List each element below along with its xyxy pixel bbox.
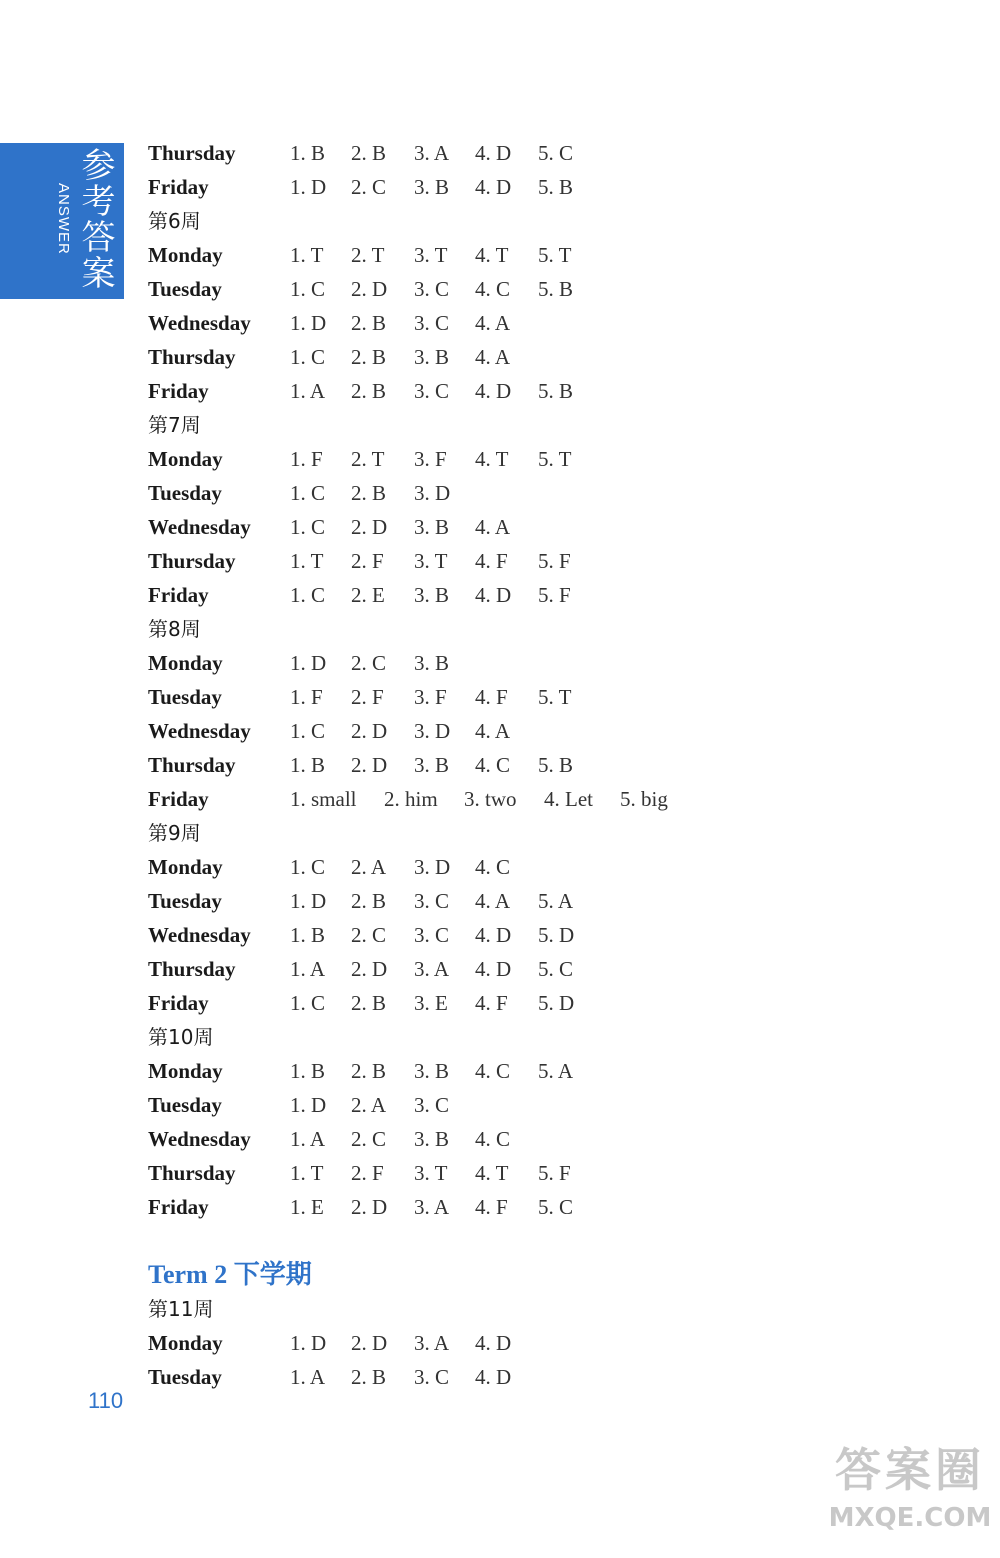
answer-item: 1. B [290, 753, 326, 777]
answer-item: 1. B [290, 923, 326, 947]
day-label: Friday [148, 175, 209, 199]
answer-item: 5. F [538, 583, 571, 607]
answer-item: 5. B [538, 753, 574, 777]
answer-item: 5. A [538, 889, 574, 913]
answer-item: 1. E [290, 1195, 324, 1219]
answer-row [148, 510, 848, 544]
day-label: Tuesday [148, 1365, 222, 1389]
answer-item: 3. B [414, 753, 450, 777]
answer-row [148, 714, 848, 748]
answer-item: 4. Let [544, 787, 593, 811]
answer-item: 5. B [538, 175, 574, 199]
day-label: Friday [148, 1195, 209, 1219]
answer-item: 2. E [351, 583, 385, 607]
answer-item: 2. B [351, 1059, 387, 1083]
answer-item: 1. C [290, 277, 326, 301]
answer-row [148, 578, 848, 612]
answer-item: 2. B [351, 141, 387, 165]
answer-item: 4. F [475, 549, 508, 573]
answer-item: 4. D [475, 957, 512, 981]
answer-item: 1. A [290, 957, 326, 981]
day-label: Monday [148, 1059, 223, 1083]
answer-item: 3. F [414, 447, 447, 471]
answer-row [148, 1326, 848, 1360]
watermark-logo: 答案圈 [835, 1443, 985, 1497]
answer-item: 3. B [414, 1127, 450, 1151]
answer-item: 2. C [351, 923, 387, 947]
answer-item: 5. D [538, 991, 575, 1015]
day-label: Tuesday [148, 685, 222, 709]
answer-item: 2. B [351, 311, 387, 335]
page-number: 110 [88, 1388, 124, 1413]
answer-item: 3. C [414, 889, 450, 913]
answer-item: 4. D [475, 583, 512, 607]
day-label: Monday [148, 1331, 223, 1355]
answer-row [148, 680, 848, 714]
answer-item: 4. C [475, 1059, 511, 1083]
answer-item: 4. D [475, 1331, 512, 1355]
answer-item: 3. C [414, 1365, 450, 1389]
answer-item: 4. C [475, 277, 511, 301]
answer-item: 3. F [414, 685, 447, 709]
answer-row [148, 1088, 848, 1122]
week-heading: 第11周 [148, 1297, 214, 1321]
answer-item: 4. C [475, 753, 511, 777]
answer-item: 1. small [290, 787, 357, 811]
answer-item: 1. C [290, 345, 326, 369]
side-tab-title: 参考答案 [75, 147, 115, 291]
answer-item: 2. B [351, 379, 387, 403]
answer-row [148, 544, 848, 578]
answer-item: 1. D [290, 175, 327, 199]
answer-item: 4. C [475, 1127, 511, 1151]
answer-item: 4. D [475, 1365, 512, 1389]
answer-item: 4. F [475, 991, 508, 1015]
day-label: Wednesday [148, 923, 251, 947]
answer-item: 1. B [290, 141, 326, 165]
answer-item: 5. C [538, 1195, 574, 1219]
answer-row [148, 306, 848, 340]
answer-row [148, 170, 848, 204]
answer-item: 5. C [538, 141, 574, 165]
answer-item: 1. A [290, 379, 326, 403]
answer-item: 4. T [475, 1161, 509, 1185]
term-heading: Term 2 下学期 [148, 1260, 312, 1289]
answer-row [148, 340, 848, 374]
day-label: Monday [148, 447, 223, 471]
answer-item: 3. B [414, 1059, 450, 1083]
answer-item: 1. D [290, 1331, 327, 1355]
answer-item: 4. F [475, 685, 508, 709]
answer-item: 3. B [414, 651, 450, 675]
day-label: Wednesday [148, 515, 251, 539]
answer-item: 1. D [290, 651, 327, 675]
answer-item: 3. B [414, 515, 450, 539]
answer-row [148, 136, 848, 170]
day-label: Thursday [148, 345, 236, 369]
answer-item: 2. F [351, 549, 384, 573]
answer-item: 2. D [351, 277, 388, 301]
week-heading: 第8周 [148, 617, 201, 641]
answer-item: 4. C [475, 855, 511, 879]
answer-item: 2. B [351, 889, 387, 913]
answer-row [148, 476, 848, 510]
week-heading: 第6周 [148, 209, 201, 233]
answer-item: 2. B [351, 481, 387, 505]
answer-item: 5. big [620, 787, 668, 811]
day-label: Thursday [148, 753, 236, 777]
day-label: Tuesday [148, 1093, 222, 1117]
day-label: Thursday [148, 957, 236, 981]
answer-row [148, 918, 848, 952]
answer-item: 2. him [384, 787, 438, 811]
answer-item: 3. D [414, 719, 451, 743]
answer-item: 5. T [538, 243, 572, 267]
answer-row [148, 442, 848, 476]
answer-item: 3. C [414, 311, 450, 335]
answer-item: 3. E [414, 991, 448, 1015]
day-label: Friday [148, 583, 209, 607]
day-label: Thursday [148, 1161, 236, 1185]
answer-item: 5. D [538, 923, 575, 947]
answer-item: 1. C [290, 481, 326, 505]
answer-item: 1. F [290, 447, 323, 471]
answer-row [148, 1156, 848, 1190]
answer-item: 2. D [351, 1331, 388, 1355]
answer-item: 1. C [290, 855, 326, 879]
day-label: Wednesday [148, 719, 251, 743]
answer-item: 1. F [290, 685, 323, 709]
answer-item: 1. D [290, 1093, 327, 1117]
answer-list [148, 136, 848, 1394]
day-label: Thursday [148, 141, 236, 165]
answer-item: 5. B [538, 379, 574, 403]
answer-item: 4. A [475, 311, 511, 335]
answer-item: 2. D [351, 515, 388, 539]
answer-item: 4. D [475, 379, 512, 403]
answer-item: 1. T [290, 1161, 324, 1185]
answer-item: 3. C [414, 277, 450, 301]
answer-item: 2. A [351, 1093, 387, 1117]
answer-item: 3. D [414, 855, 451, 879]
answer-item: 4. T [475, 243, 509, 267]
day-label: Wednesday [148, 1127, 251, 1151]
answer-row [148, 782, 848, 816]
watermark [825, 1440, 995, 1536]
answer-item: 2. T [351, 447, 385, 471]
day-label: Friday [148, 991, 209, 1015]
answer-item: 1. A [290, 1365, 326, 1389]
side-tab-subtitle: ANSWER [55, 183, 72, 255]
answer-item: 1. T [290, 549, 324, 573]
answer-item: 2. B [351, 991, 387, 1015]
answer-item: 2. D [351, 719, 388, 743]
answer-row [148, 1054, 848, 1088]
answer-item: 1. C [290, 515, 326, 539]
answer-item: 3. B [414, 175, 450, 199]
answer-item: 5. F [538, 1161, 571, 1185]
day-label: Monday [148, 855, 223, 879]
day-label: Monday [148, 651, 223, 675]
answer-item: 2. B [351, 1365, 387, 1389]
answer-item: 4. A [475, 345, 511, 369]
day-label: Monday [148, 243, 223, 267]
week-heading: 第9周 [148, 821, 201, 845]
answer-item: 3. C [414, 379, 450, 403]
answer-item: 2. C [351, 651, 387, 675]
answer-row [148, 272, 848, 306]
answer-row [148, 374, 848, 408]
day-label: Thursday [148, 549, 236, 573]
answer-item: 5. T [538, 685, 572, 709]
answer-item: 5. T [538, 447, 572, 471]
answer-row [148, 646, 848, 680]
answer-item: 2. A [351, 855, 387, 879]
answer-item: 1. B [290, 1059, 326, 1083]
answer-item: 2. F [351, 685, 384, 709]
answer-item: 2. D [351, 1195, 388, 1219]
answer-row [148, 748, 848, 782]
answer-item: 3. T [414, 243, 448, 267]
week-heading: 第10周 [148, 1025, 214, 1049]
day-label: Tuesday [148, 481, 222, 505]
answer-item: 1. T [290, 243, 324, 267]
answer-item: 1. C [290, 719, 326, 743]
watermark-url: MXQE.COM [828, 1503, 992, 1533]
day-label: Tuesday [148, 889, 222, 913]
answer-row [148, 238, 848, 272]
answer-item: 2. B [351, 345, 387, 369]
answer-row [148, 952, 848, 986]
answer-item: 4. A [475, 889, 511, 913]
answer-item: 4. F [475, 1195, 508, 1219]
answer-row [148, 850, 848, 884]
answer-item: 2. C [351, 1127, 387, 1151]
answer-item: 2. T [351, 243, 385, 267]
day-label: Friday [148, 787, 209, 811]
answer-item: 3. T [414, 1161, 448, 1185]
answer-item: 3. C [414, 923, 450, 947]
day-label: Tuesday [148, 277, 222, 301]
answer-row [148, 1190, 848, 1224]
answer-item: 5. C [538, 957, 574, 981]
answer-item: 1. D [290, 311, 327, 335]
answer-item: 4. A [475, 719, 511, 743]
answer-item: 3. A [414, 1195, 450, 1219]
answer-item: 3. B [414, 583, 450, 607]
answer-row [148, 884, 848, 918]
answer-row [148, 1122, 848, 1156]
week-heading: 第7周 [148, 413, 201, 437]
answer-item: 4. D [475, 141, 512, 165]
answer-item: 3. A [414, 957, 450, 981]
answer-item: 4. D [475, 175, 512, 199]
answer-item: 3. A [414, 1331, 450, 1355]
day-label: Wednesday [148, 311, 251, 335]
answer-item: 3. D [414, 481, 451, 505]
answer-item: 3. T [414, 549, 448, 573]
answer-row [148, 1360, 848, 1394]
answer-item: 5. A [538, 1059, 574, 1083]
answer-item: 1. C [290, 583, 326, 607]
answer-item: 4. A [475, 515, 511, 539]
answer-item: 3. two [464, 787, 517, 811]
answer-item: 4. D [475, 923, 512, 947]
answer-item: 3. A [414, 141, 450, 165]
answer-item: 2. F [351, 1161, 384, 1185]
answer-item: 1. C [290, 991, 326, 1015]
answer-item: 2. D [351, 957, 388, 981]
answer-item: 4. T [475, 447, 509, 471]
day-label: Friday [148, 379, 209, 403]
answer-item: 5. B [538, 277, 574, 301]
answer-item: 1. A [290, 1127, 326, 1151]
answer-row [148, 986, 848, 1020]
answer-item: 3. C [414, 1093, 450, 1117]
answer-item: 1. D [290, 889, 327, 913]
answer-item: 2. C [351, 175, 387, 199]
answer-item: 2. D [351, 753, 388, 777]
answer-item: 3. B [414, 345, 450, 369]
answer-item: 5. F [538, 549, 571, 573]
